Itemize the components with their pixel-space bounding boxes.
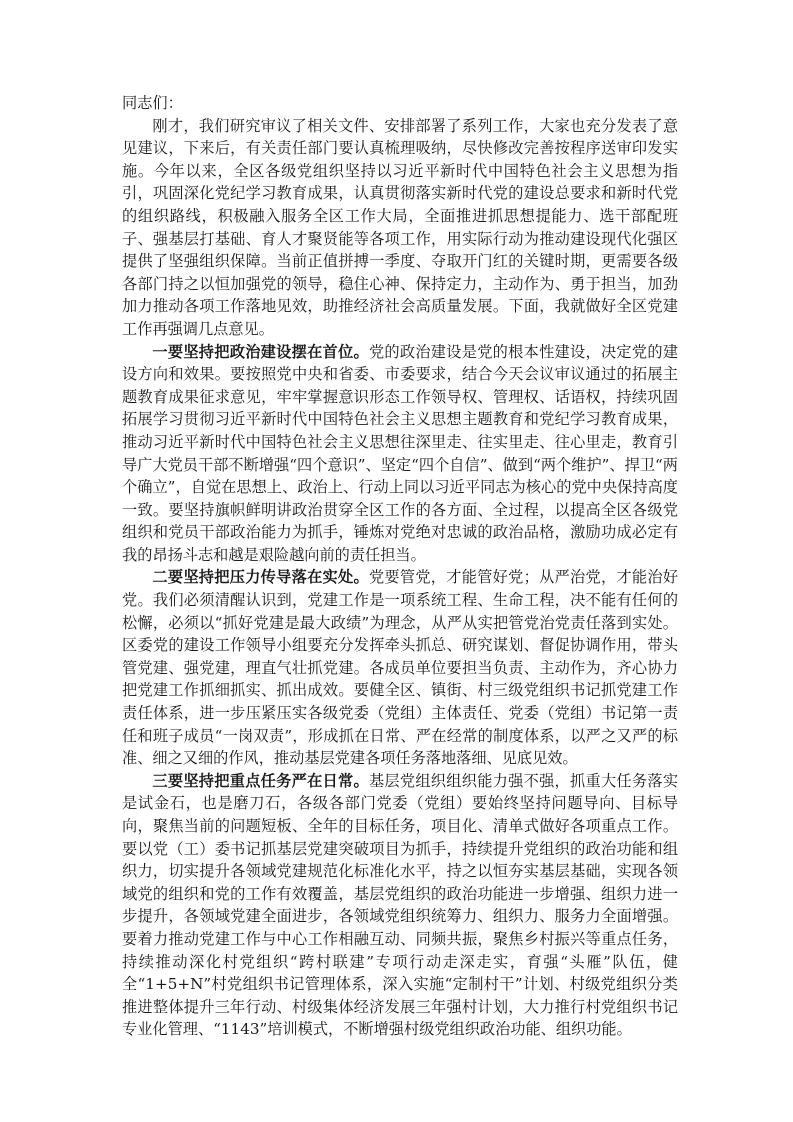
paragraph-intro [122,115,678,341]
salutation: 同志们： [122,94,183,112]
paragraph-lead: 三要坚持把重点任务严在日常。 [152,771,369,790]
paragraph-lead: 二要坚持把压力传导落在实处。 [152,568,369,587]
paragraph-key-tasks [122,770,678,1041]
document-body [122,92,678,1041]
paragraph-text: 党要管党，才能管好党；从严治党，才能治好党。我们必须清醒认识到，党建工作是一项系统工程、生命工程，决不能有任何的松懈，必须以“抓好党建是最大政绩”为理念，从严从实把管党治党责任落到实处。区委党的建设工作领导小组要充分发挥牵头抓总、研究谋划、督促协调作用，带头管党建、强党建，理直气壮抓党建。各成员单位要担当负责、主动作为，齐心协力把党建工作抓细抓实、抓出成效。要健全区、镇街、村三级党组织书记抓党建工作责任体系，进一步压紧压实各级党委（党组）主体责任、党委（党组）书记第一责任和班子成员“一岗双责”，形成抓在日常、严在经常的制度体系，以严之又严的标准、细之又细的作风，推动基层党建各项任务落地落细、见底见效。 [122,568,679,768]
paragraph-text: 刚才，我们研究审议了相关文件、安排部署了系列工作，大家也充分发表了意见建议，下来后，有关责任部门要认真梳理吸纳，尽快修改完善按程序送审印发实施。今年以来，全区各级党组织坚持以习近平新时代中国特色社会主义思想为指引，巩固深化党纪学习教育成果，认真贯彻落实新时代党的建设总要求和新时代党的组织路线，积极融入服务全区工作大局，全面推进抓思想提能力、选干部配班子、强基层打基础、育人才聚贤能等各项工作，用实际行动为推动建设现代化强区提供了坚强组织保障。当前正值拼搏一季度、夺取开门红的关键时期，更需要各级各部门持之以恒加强党的领导，稳住心神、保持定力，主动作为、勇于担当，加劲加力推动各项工作落地见效，助推经济社会高质量发展。下面，我就做好全区党建工作再强调几点意见。 [122,116,678,338]
paragraph-political-building [122,341,678,567]
paragraph-lead: 一要坚持把政治建设摆在首位。 [152,342,369,361]
paragraph-text: 基层党组织组织能力强不强，抓重大任务落实是试金石，也是磨刀石，各级各部门党委（党组）要始终坚持问题导向、目标导向，聚焦当前的问题短板、全年的目标任务，项目化、清单式做好各项重点工作。要以党（工）委书记抓基层党建突破项目为抓手，持续提升党组织的政治功能和组织力，切实提升各领域党建规范化标准化水平，持之以恒夯实基层基础，实现各领域党的组织和党的工作有效覆盖，基层党组织的政治功能进一步增强、组织力进一步提升，各领域党建全面进步，各领域党组织统筹力、组织力、服务力全面增强。要着力推动党建工作与中心工作相融互动、同频共振，聚焦乡村振兴等重点任务，持续推动深化村党组织“跨村联建”专项行动走深走实，育强“头雁”队伍，健全“1+5+N”村党组织书记管理体系，深入实施“定制村干”计划、村级党组织分类推进整体提升三年行动、村级集体经济发展三年强村计划，大力推行村党组织书记专业化管理、“1143”培训模式，不断增强村级党组织政治功能、组织功能。 [122,771,679,1039]
paragraph-text: 党的政治建设是党的根本性建设，决定党的建设方向和效果。要按照党中央和省委、市委要求，结合今天会议审议通过的拓展主题教育成果征求意见，牢牢掌握意识形态工作领导权、管理权、话语权，持续巩固拓展学习贯彻习近平新时代中国特色社会主义思想主题教育和党纪学习教育成果，推动习近平新时代中国特色社会主义思想往深里走、往实里走、往心里走，教育引导广大党员干部不断增强“四个意识”、坚定“四个自信”、做到“两个维护”、捍卫“两个确立”，自觉在思想上、政治上、行动上同以习近平同志为核心的党中央保持高度一致。要坚持旗帜鲜明讲政治贯穿全区工作的各方面、全过程，以提高全区各级党组织和党员干部政治能力为抓手，锤炼对党绝对忠诚的政治品格，激励功成必定有我的昂扬斗志和越是艰险越向前的责任担当。 [122,342,679,564]
paragraph-pressure-transmission [122,566,678,769]
